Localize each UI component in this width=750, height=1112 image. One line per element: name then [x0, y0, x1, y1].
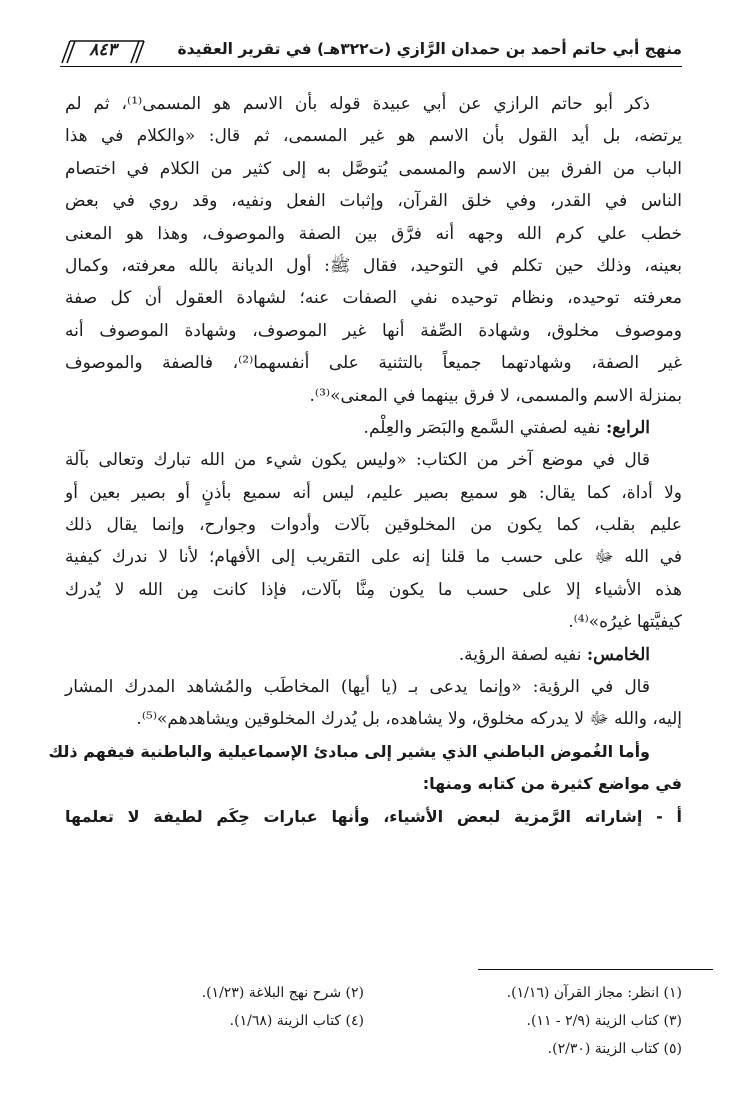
- text-line: بعينه، وذلك حين تكلم في التوحيد، فقال ﷺ: أول الديانة بالله معرفته، وكمال: [65, 255, 682, 276]
- section-heading-rabi: [65, 412, 682, 444]
- footnote-row: [120, 979, 682, 1007]
- text-line: عليم بقلب، كما يكون من المخلوقين بآلات وأدوات وجوارح، وإنما يقال ذلك: [65, 515, 682, 536]
- section-lead: الخامس:: [586, 644, 650, 665]
- header-rule: [60, 66, 682, 67]
- footnote: (٣) كتاب الزينة (٢/٩ - ١١).: [526, 1013, 682, 1029]
- section-text: نفيه لصفة الرؤية.: [458, 644, 587, 665]
- footnote: (٤) كتاب الزينة (١/٦٨).: [229, 1013, 364, 1029]
- text-line: ذكر أبو حاتم الرازي عن أبي عبيدة قوله بأن الاسم هو المسمى⁽¹⁾، ثم لم: [65, 94, 650, 114]
- text-line: في الله ﷻ على حسب ما قلنا إنه على التقريب إلى الأفهام؛ لأنا لا ندرك كيفية: [65, 547, 682, 568]
- page-number-frame: [60, 38, 146, 62]
- header-title: منهج أبي حاتم أحمد بن حمدان الرَّازي (ت٣٢٢هـ) في تقرير العقيدة: [177, 40, 682, 58]
- text-line: كيفيَّتها غيرُه»⁽⁴⁾.: [568, 612, 682, 633]
- text-line: خطب علي كرم الله وجهه أنه فرَّق بين الصفة والموصوف، وهذا هو المعنى: [65, 223, 682, 244]
- footnote-rule: [478, 969, 713, 970]
- footnote-row: [120, 1035, 682, 1063]
- text-line: وموصوف مخلوق، وشهادة الصِّفة أنها غير الموصوف، وشهادة الموصوف أنه: [65, 320, 682, 341]
- footnote: (٢) شرح نهج البلاغة (١/٢٣).: [201, 985, 364, 1001]
- text-line: الناس في القدر، وفي خلق القرآن، وإثبات الفعل ونفيه، وقد روي في بعض: [65, 191, 682, 212]
- bold-text-line: أ - إشاراته الرَّمزية لبعض الأشياء، وأنها عبارات حِكَم لطيفة لا تعلمها: [65, 806, 682, 826]
- text-line: يرتضه، بل أيد القول بأن الاسم هو غير المسمى، ثم قال: «والكلام في هذا: [65, 126, 682, 147]
- text-line: إليه، والله ﷻ لا يدركه مخلوق، ولا يشاهده، بل يُدرك المخلوقين ويشاهدهم»⁽⁵⁾.: [136, 709, 682, 730]
- page-number: ٨٤٣: [89, 40, 117, 60]
- section-text: نفيه لصفتي السَّمع والبَصَر والعِلْم.: [363, 417, 606, 438]
- footnotes: [120, 979, 682, 1063]
- text-line: قال في الرؤية: «وإنما يدعى بـ (يا أيها) المخاطَب والمُشاهد المدرك المشار: [65, 677, 650, 698]
- text-line: بمنزلة الاسم والمسمى، لا فرق بينهما في المعنى»⁽³⁾.: [309, 385, 682, 406]
- text-line: ولا أداة، كما يقال: هو سميع بصير عليم، ليس أنه سميع بأذنٍ أو بصير بعين أو: [65, 482, 682, 503]
- section-heading-khamis: [65, 639, 682, 671]
- footnote: (١) انظر: مجاز القرآن (١/١٦).: [506, 985, 682, 1001]
- text-line: هذه الأشياء إلا على حسب ما يكون مِنَّا بآلات، فإذا كانت مِن الله لا يُدرك: [65, 579, 682, 600]
- text-line: قال في موضع آخر من الكتاب: «وليس يكون شيء من الله تبارك وتعالى بآلة: [65, 450, 650, 471]
- bold-text-line: في مواضع كثيرة من كتابه ومنها:: [422, 774, 682, 794]
- text-line: غير الصفة، وشهادتهما جميعاً بالتثنية على أنفسهما⁽²⁾، فالصفة والموصوف: [65, 353, 682, 374]
- bold-text-line: وأما الغُموض الباطني الذي يشير إلى مبادئ الإسماعيلية والباطنية فيفهم ذلك: [48, 741, 650, 761]
- text-line: الباب من الفرق بين الاسم والمسمى يُتوصَّل به إلى كثير من الكلام في اختصام: [65, 158, 682, 179]
- main-text: [48, 88, 682, 833]
- footnote-row: [120, 1007, 682, 1035]
- text-line: معرفته توحيده، ونظام توحيده نفي الصفات عنه؛ لشهادة العقول أن كل صفة: [65, 288, 682, 309]
- section-lead: الرابع:: [605, 417, 650, 438]
- running-header: [60, 36, 682, 76]
- footnote: (٥) كتاب الزينة (٢/٣٠).: [547, 1041, 682, 1057]
